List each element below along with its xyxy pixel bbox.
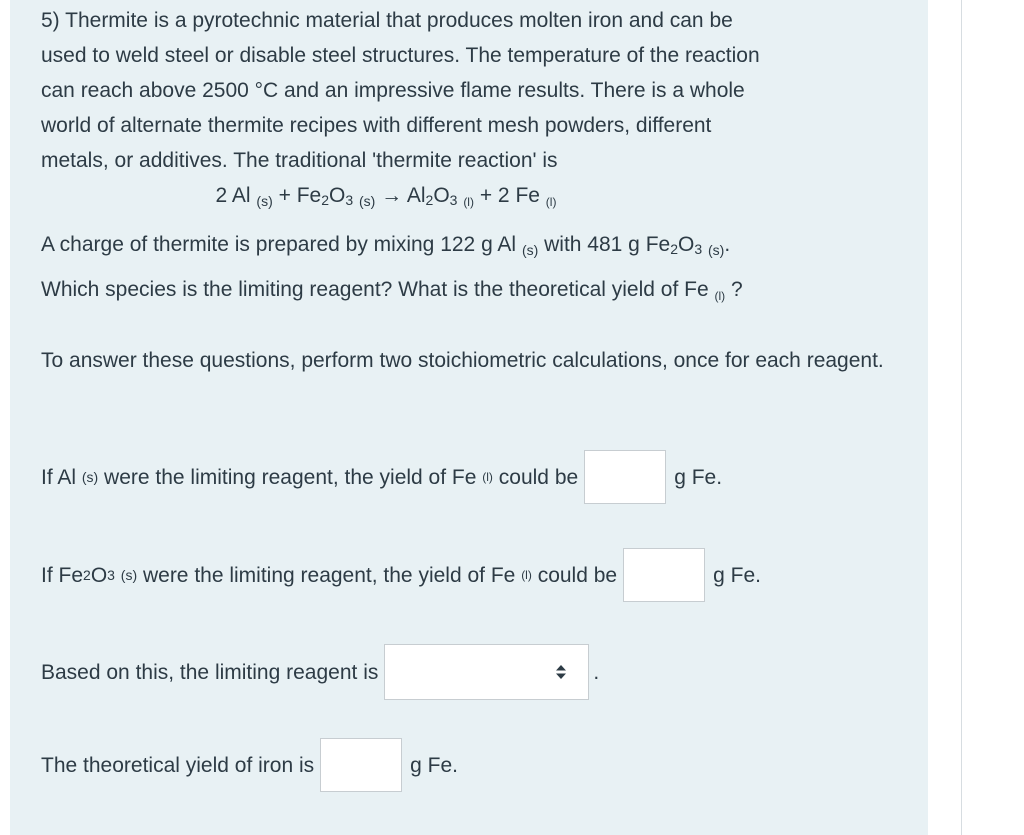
o-symbol: O [90,563,108,587]
eq-state: (l) [545,195,557,209]
fe2o3-yield-input[interactable] [623,548,705,602]
charge-text: with 481 g Fe [544,233,671,256]
state-label: (l) [714,289,726,303]
row-text: were the limiting reagent, the yield of Fe [104,465,477,489]
eq-reactant-al: 2 Al [215,184,251,207]
unit-label: g Fe. [410,753,458,777]
thermite-equation [41,178,731,220]
theoretical-yield-row [41,736,458,794]
intro-line: used to weld steel or disable steel structures. The temperature of the reaction [41,44,760,67]
question-intro [41,3,901,178]
eq-subscript: 2 [321,192,329,208]
theoretical-yield-input[interactable] [320,738,402,792]
o-symbol: O [678,233,695,256]
question-mark: ? [731,278,743,301]
eq-subscript: 3 [449,192,458,208]
row-text: If Fe [41,563,84,587]
al-yield-input[interactable] [584,450,666,504]
row-text: The theoretical yield of iron is [41,753,315,777]
eq-arrow: → [381,184,403,207]
eq-o-symbol: O [329,184,346,207]
al-limiting-row [41,448,722,506]
row-text: Based on this, the limiting reagent is [41,660,379,684]
eq-state: (s) [358,193,376,209]
question-content [41,0,901,777]
eq-product-fe: + 2 Fe [479,184,540,207]
charge-text: A charge of thermite is prepared by mixing 122 g Al [41,233,517,256]
row-text: could be [537,563,618,587]
period: . [724,233,731,256]
charge-question: Which species is the limiting reagent? What is the theoretical yield of Fe [41,278,709,301]
state-label: (s) [81,468,99,485]
period: . [593,660,600,684]
row-text: could be [498,465,579,489]
limiting-reagent-select[interactable] [384,644,589,700]
divider [961,0,962,835]
up-down-arrow-icon [556,665,566,679]
unit-label: g Fe. [713,563,761,587]
eq-plus: + [278,184,291,207]
state-label: (s) [707,242,725,258]
intro-line: metals, or additives. The traditional 'thermite reaction' is [41,149,558,172]
intro-line: can reach above 2500 °C and an impressive flame results. There is a whole [41,79,745,102]
eq-state: (l) [463,195,474,209]
eq-state: (s) [256,193,273,209]
charge-statement [41,225,901,316]
state-label: (l) [521,567,532,582]
charge-line [41,225,901,270]
state-label: (s) [120,566,138,583]
eq-o-symbol: O [433,184,450,207]
intro-line: 5) Thermite is a pyrotechnic material that produces molten iron and can be [41,9,733,32]
charge-line [41,270,901,316]
eq-al-symbol: Al [406,184,426,207]
eq-subscript: 2 [425,192,434,208]
answer-instructions: To answer these questions, perform two stoichiometric calculations, once for each reagent. [41,349,884,372]
eq-fe-symbol: Fe [296,184,322,207]
subscript: 2 [670,241,678,257]
row-text: were the limiting reagent, the yield of Fe [142,563,516,587]
unit-label: g Fe. [674,465,723,489]
eq-subscript: 3 [345,192,354,208]
row-text: If Al [41,465,77,489]
subscript: 3 [694,241,703,257]
limiting-reagent-row [41,643,599,701]
fe2o3-limiting-row: If Fe 2 O 3 (s) were the limiting reagent, the yield of Fe (l) could be g Fe. [41,546,761,604]
intro-line: world of alternate thermite recipes with different mesh powders, different [41,114,712,137]
state-label: (l) [482,469,493,484]
state-label: (s) [521,242,539,258]
